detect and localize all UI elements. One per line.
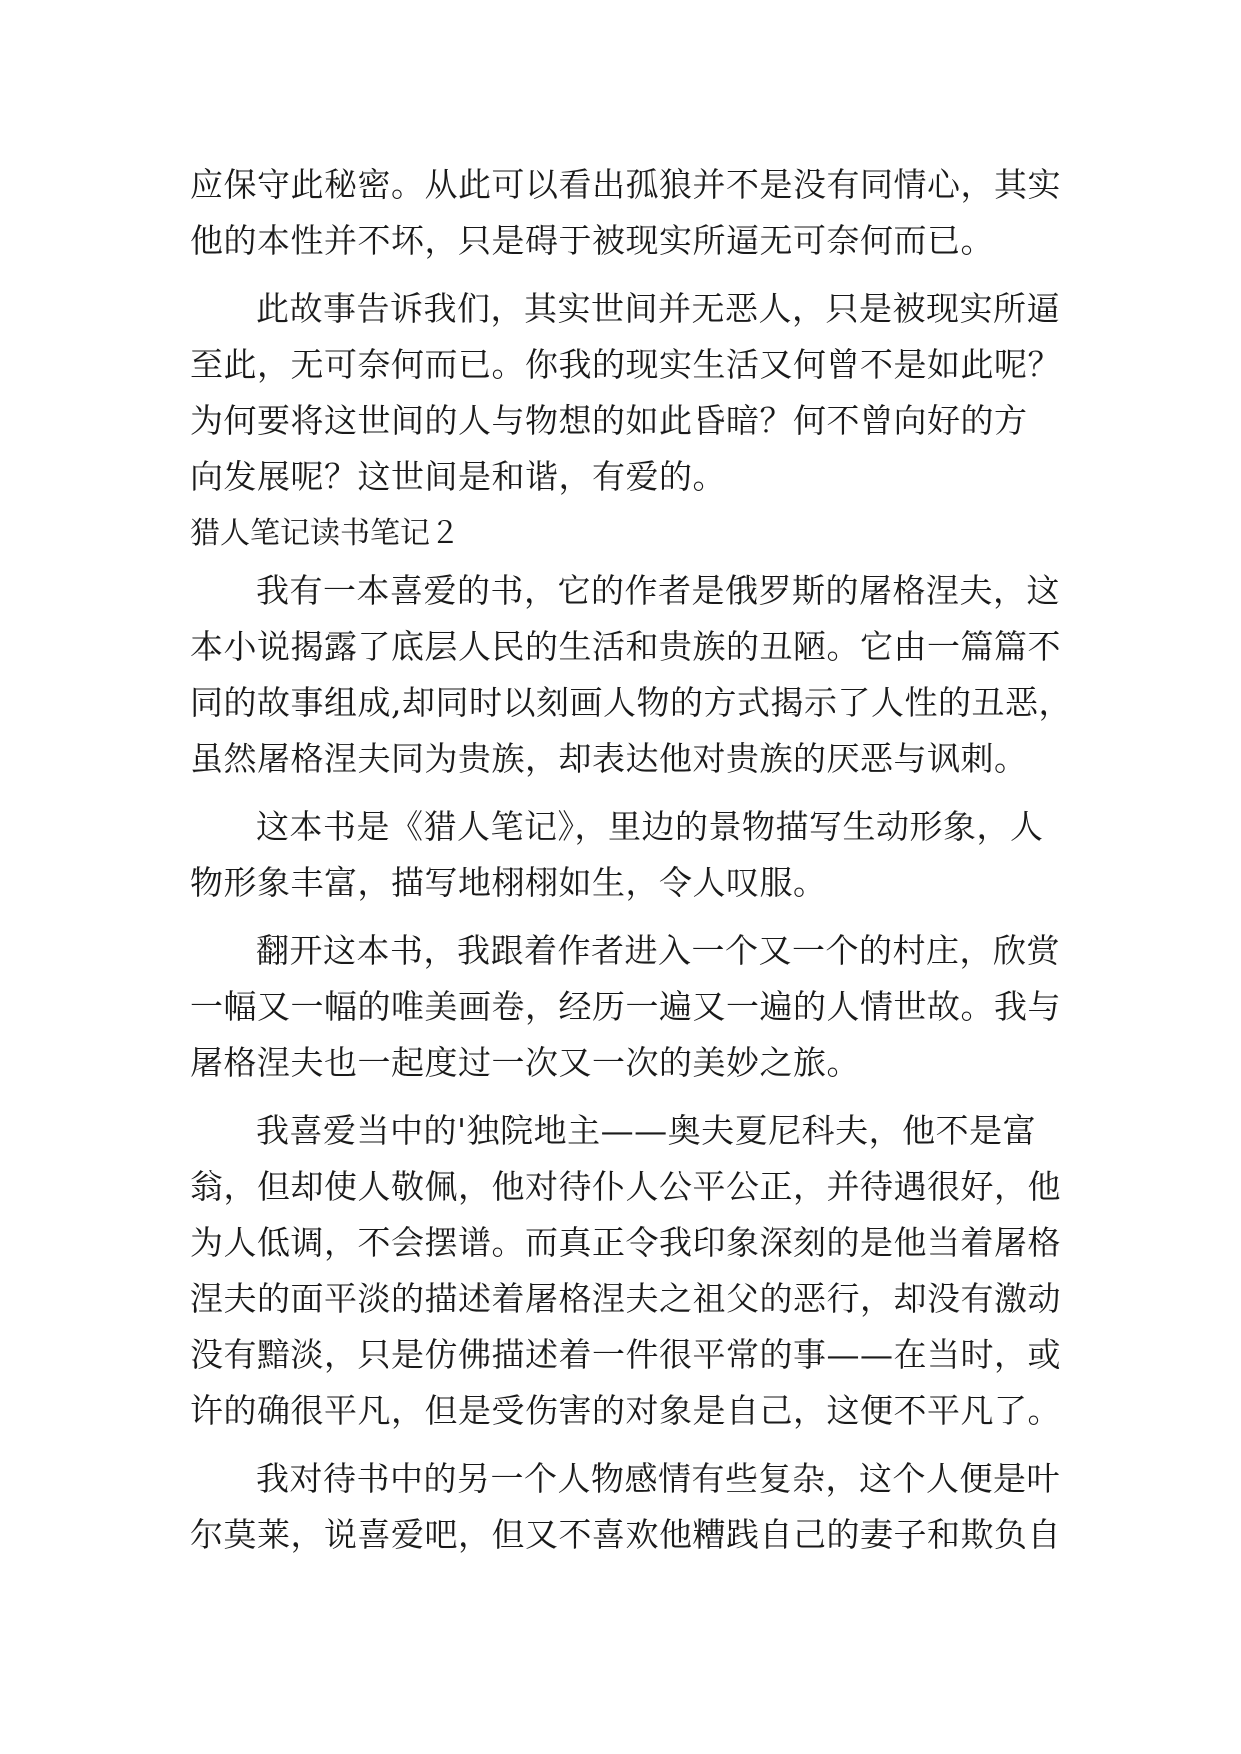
text-line: 许的确很平凡，但是受伤害的对象是自己，这便不平凡了。 [190,1391,1061,1430]
paragraph-first-line: 我对待书中的另一个人物感情有些复杂，这个人便是叶 [256,1459,1060,1498]
text-line: 为人低调，不会摆谱。而真正令我印象深刻的是他当着屠格 [190,1223,1061,1262]
text-line: 向发展呢？这世间是和谐，有爱的。 [190,457,726,496]
paragraph-first-line: 翻开这本书，我跟着作者进入一个又一个的村庄，欣赏 [256,931,1060,970]
text-line: 为何要将这世间的人与物想的如此昏暗？何不曾向好的方 [190,401,1028,440]
paragraph-first-line: 此故事告诉我们，其实世间并无恶人，只是被现实所逼 [256,289,1060,328]
text-line: 尔莫莱，说喜爱吧，但又不喜欢他糟践自己的妻子和欺负自 [190,1515,1061,1554]
text-line: 屠格涅夫也一起度过一次又一次的美妙之旅。 [190,1043,860,1082]
text-line: 应保守此秘密。从此可以看出孤狼并不是没有同情心，其实 [190,165,1061,204]
paragraph-first-line: 这本书是《猎人笔记》，里边的景物描写生动形象，人 [256,807,1044,846]
text-line: 本小说揭露了底层人民的生活和贵族的丑陋。它由一篇篇不 [190,627,1061,666]
text-line: 物形象丰富，描写地栩栩如生，令人叹服。 [190,863,827,902]
paragraph-first-line: 我有一本喜爱的书，它的作者是俄罗斯的屠格涅夫，这 [256,571,1060,610]
text-line: 翁，但却使人敬佩，他对待仆人公平公正，并待遇很好，他 [190,1167,1061,1206]
paragraph-first-line: 我喜爱当中的'独院地主——奥夫夏尼科夫，他不是富 [256,1111,1037,1150]
text-line: 一幅又一幅的唯美画卷，经历一遍又一遍的人情世故。我与 [190,987,1061,1026]
text-line: 至此，无可奈何而已。你我的现实生活又何曾不是如此呢？ [190,345,1061,384]
text-line: 同的故事组成,却同时以刻画人物的方式揭示了人性的丑恶， [190,683,1072,722]
text-line: 他的本性并不坏，只是碍于被现实所逼无可奈何而已。 [190,221,994,260]
section-heading: 猎人笔记读书笔记２ [190,516,460,551]
text-line: 虽然屠格涅夫同为贵族，却表达他对贵族的厌恶与讽刺。 [190,739,1028,778]
text-line: 没有黯淡，只是仿佛描述着一件很平常的事——在当时，或 [190,1335,1061,1374]
text-line: 涅夫的面平淡的描述着屠格涅夫之祖父的恶行，却没有激动 [190,1279,1061,1318]
